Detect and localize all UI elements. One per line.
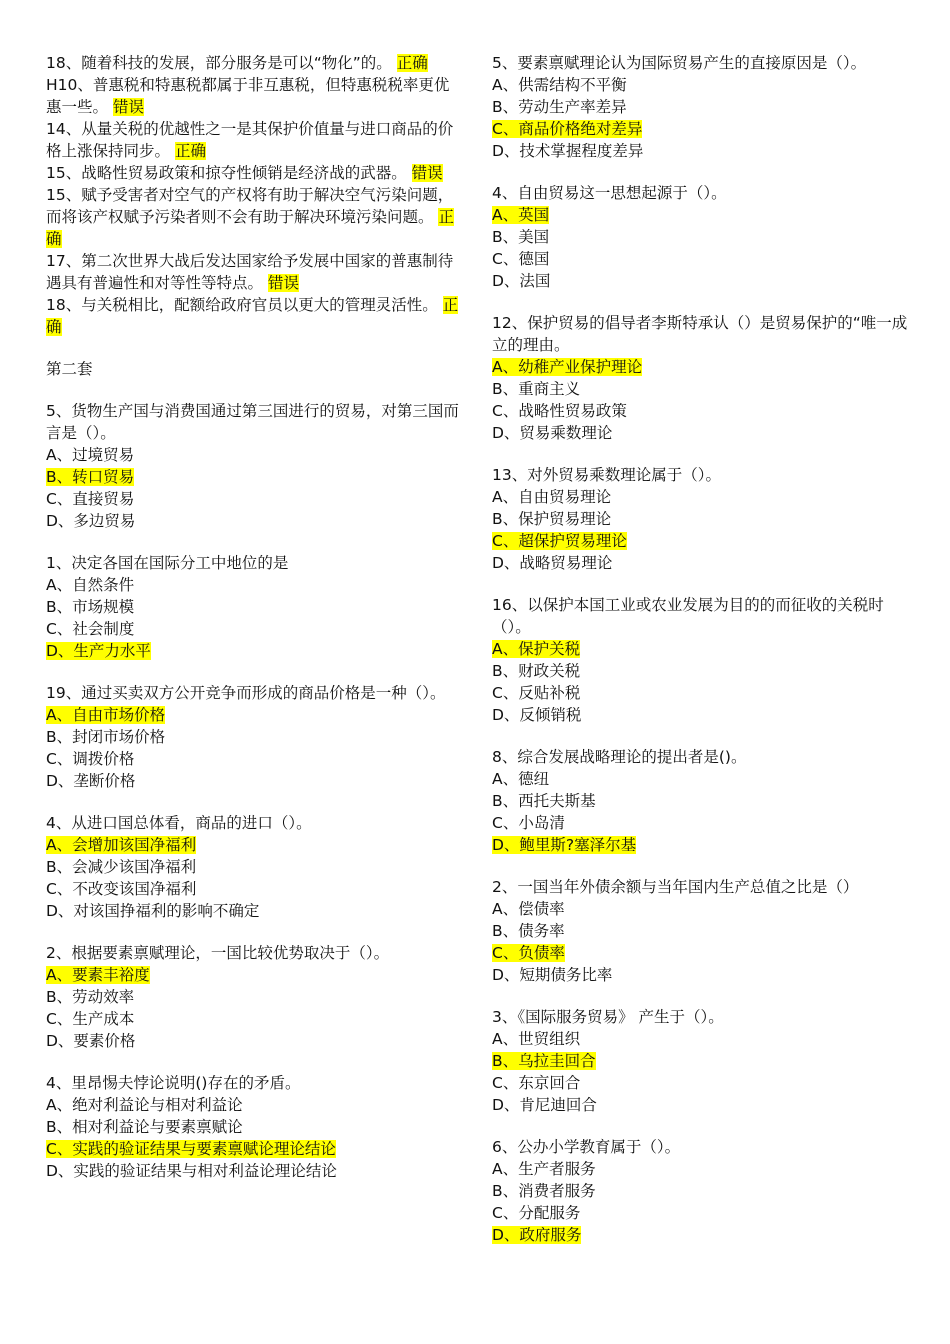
question-block <box>492 312 910 444</box>
option <box>492 140 910 162</box>
spacer <box>492 1116 910 1136</box>
question-block <box>492 464 910 574</box>
option <box>46 1160 464 1182</box>
spacer <box>492 162 910 182</box>
answer-badge: 正确 <box>396 54 428 72</box>
option-text: B、劳动效率 <box>46 988 135 1006</box>
question-text: 19、通过买卖双方公开竞争而形成的商品价格是一种（）。 <box>46 684 446 702</box>
option <box>492 942 910 964</box>
option <box>492 248 910 270</box>
option <box>46 900 464 922</box>
answer-badge: 错误 <box>112 98 144 116</box>
option <box>492 790 910 812</box>
true-false-item <box>46 250 464 294</box>
statement-text: 17、第二次世界大战后发达国家给予发展中国家的普惠制待遇具有普遍性和对等性等特点。 <box>46 252 454 292</box>
spacer <box>46 532 464 552</box>
option <box>492 74 910 96</box>
option-text: B、财政关税 <box>492 662 581 680</box>
option-text: B、债务率 <box>492 922 565 940</box>
option <box>46 770 464 792</box>
question-block <box>492 1006 910 1116</box>
option-text: D、法国 <box>492 272 551 290</box>
option-text: C、调拨价格 <box>46 750 135 768</box>
correct-option: C、负债率 <box>492 944 565 962</box>
option <box>492 812 910 834</box>
option <box>492 1094 910 1116</box>
spacer <box>46 662 464 682</box>
option-text: D、肯尼迪回合 <box>492 1096 597 1114</box>
correct-option: A、英国 <box>492 206 550 224</box>
spacer <box>492 292 910 312</box>
question-block <box>46 400 464 532</box>
option-text: C、东京回合 <box>492 1074 581 1092</box>
spacer <box>492 856 910 876</box>
answer-badge: 正确 <box>46 296 459 336</box>
option-text: D、技术掌握程度差异 <box>492 142 644 160</box>
question-block <box>46 1072 464 1182</box>
option <box>492 964 910 986</box>
option <box>492 1072 910 1094</box>
question-block <box>492 594 910 726</box>
option-text: D、要素价格 <box>46 1032 136 1050</box>
option-text: B、美国 <box>492 228 550 246</box>
spacer <box>46 380 464 400</box>
correct-option: B、转口贸易 <box>46 468 135 486</box>
correct-option: C、商品价格绝对差异 <box>492 120 643 138</box>
option <box>492 660 910 682</box>
spacer <box>492 444 910 464</box>
option <box>492 552 910 574</box>
correct-option: D、鲍里斯?塞泽尔基 <box>492 836 637 854</box>
option <box>492 638 910 660</box>
question-block <box>46 682 464 792</box>
option <box>46 488 464 510</box>
option-text: A、过境贸易 <box>46 446 135 464</box>
question-block <box>492 1136 910 1246</box>
option <box>492 1180 910 1202</box>
option <box>46 618 464 640</box>
true-false-item <box>46 52 464 74</box>
question-text: 2、根据要素禀赋理论，一国比较优势取决于（）。 <box>46 944 390 962</box>
question-block <box>492 746 910 856</box>
spacer <box>492 574 910 594</box>
answer-badge: 正确 <box>174 142 206 160</box>
statement-text: 18、与关税相比，配额给政府官员以更大的管理灵活性。 <box>46 296 443 314</box>
section-title: 第二套 <box>46 360 93 378</box>
spacer <box>46 338 464 358</box>
option <box>492 422 910 444</box>
correct-option: A、幼稚产业保护理论 <box>492 358 643 376</box>
correct-option: B、乌拉圭回合 <box>492 1052 596 1070</box>
question-text: 4、从进口国总体看，商品的进口（）。 <box>46 814 312 832</box>
question-block <box>46 942 464 1052</box>
option-text: D、垄断价格 <box>46 772 136 790</box>
option-text: D、对该国挣福利的影响不确定 <box>46 902 260 920</box>
option-text: A、偿债率 <box>492 900 565 918</box>
option <box>492 1028 910 1050</box>
correct-option: A、自由市场价格 <box>46 706 166 724</box>
option <box>492 270 910 292</box>
answer-badge: 正确 <box>46 208 454 248</box>
option-text: D、战略贸易理论 <box>492 554 613 572</box>
option-text: D、多边贸易 <box>46 512 136 530</box>
option-text: A、世贸组织 <box>492 1030 581 1048</box>
spacer <box>46 922 464 942</box>
option <box>492 508 910 530</box>
option <box>46 964 464 986</box>
option <box>492 1202 910 1224</box>
option <box>492 1224 910 1246</box>
statement-text: 18、随着科技的发展，部分服务是可以“物化”的。 <box>46 54 397 72</box>
question-text: 8、综合发展战略理论的提出者是()。 <box>492 748 747 766</box>
option <box>492 704 910 726</box>
statement-text: 15、赋予受害者对空气的产权将有助于解决空气污染问题，而将该产权赋予污染者则不会有助于解决环境污染问题。 <box>46 186 454 226</box>
option <box>492 768 910 790</box>
option-text: B、封闭市场价格 <box>46 728 166 746</box>
option-text: D、实践的验证结果与相对利益论理论结论 <box>46 1162 337 1180</box>
option-text: C、德国 <box>492 250 550 268</box>
option-text: D、贸易乘数理论 <box>492 424 613 442</box>
option <box>46 986 464 1008</box>
question-text: 4、里昂惕夫悖论说明()存在的矛盾。 <box>46 1074 301 1092</box>
option-text: C、小岛清 <box>492 814 565 832</box>
option-text: B、西托夫斯基 <box>492 792 596 810</box>
correct-option: A、保护关税 <box>492 640 581 658</box>
option-text: A、德纽 <box>492 770 550 788</box>
question-text: 3、《国际服务贸易》 产生于（）。 <box>492 1008 724 1026</box>
option-text: C、分配服务 <box>492 1204 581 1222</box>
spacer <box>46 1052 464 1072</box>
option <box>492 378 910 400</box>
statement-text: H10、普惠税和特惠税都属于非互惠税，但特惠税税率更优惠一些。 <box>46 76 450 116</box>
option-text: C、直接贸易 <box>46 490 135 508</box>
question-block <box>46 552 464 662</box>
option <box>46 596 464 618</box>
option <box>492 1158 910 1180</box>
option-text: B、消费者服务 <box>492 1182 596 1200</box>
question-text: 12、保护贸易的倡导者李斯特承认（）是贸易保护的“唯一成立的理由。 <box>492 314 908 354</box>
option <box>46 1138 464 1160</box>
spacer <box>46 792 464 812</box>
option <box>492 1050 910 1072</box>
option <box>492 400 910 422</box>
option-text: B、重商主义 <box>492 380 581 398</box>
option-text: B、保护贸易理论 <box>492 510 612 528</box>
question-text: 1、决定各国在国际分工中地位的是 <box>46 554 289 572</box>
question-text: 5、要素禀赋理论认为国际贸易产生的直接原因是（）。 <box>492 54 867 72</box>
true-false-item <box>46 118 464 162</box>
option-text: B、相对利益论与要素禀赋论 <box>46 1118 243 1136</box>
option <box>46 834 464 856</box>
question-text: 4、自由贸易这一思想起源于（）。 <box>492 184 727 202</box>
option <box>46 748 464 770</box>
option <box>492 898 910 920</box>
correct-option: D、政府服务 <box>492 1226 582 1244</box>
question-block <box>492 182 910 292</box>
question-text: 16、以保护本国工业或农业发展为目的的而征收的关税时（）。 <box>492 596 884 636</box>
option <box>46 726 464 748</box>
option-text: C、社会制度 <box>46 620 135 638</box>
option <box>46 574 464 596</box>
correct-option: C、超保护贸易理论 <box>492 532 627 550</box>
option <box>46 704 464 726</box>
option <box>492 96 910 118</box>
right-column <box>492 52 910 1246</box>
option <box>46 878 464 900</box>
option <box>46 1116 464 1138</box>
option-text: B、劳动生产率差异 <box>492 98 627 116</box>
correct-option: A、会增加该国净福利 <box>46 836 197 854</box>
option <box>492 834 910 856</box>
correct-option: D、生产力水平 <box>46 642 151 660</box>
option <box>46 1094 464 1116</box>
option <box>46 856 464 878</box>
option <box>492 682 910 704</box>
answer-badge: 错误 <box>267 274 299 292</box>
option <box>46 510 464 532</box>
spacer <box>492 726 910 746</box>
option <box>46 444 464 466</box>
option-text: C、反贴补税 <box>492 684 581 702</box>
true-false-item <box>46 184 464 250</box>
option <box>46 1030 464 1052</box>
question-text: 13、对外贸易乘数理论属于（）。 <box>492 466 721 484</box>
question-text: 5、货物生产国与消费国通过第三国进行的贸易，对第三国而言是（）。 <box>46 402 459 442</box>
option-text: A、供需结构不平衡 <box>492 76 627 94</box>
option <box>492 356 910 378</box>
option-text: A、自然条件 <box>46 576 135 594</box>
option <box>46 466 464 488</box>
option <box>46 640 464 662</box>
correct-option: C、实践的验证结果与要素禀赋论理论结论 <box>46 1140 336 1158</box>
option <box>492 486 910 508</box>
option-text: A、生产者服务 <box>492 1160 596 1178</box>
true-false-item <box>46 162 464 184</box>
option-text: C、生产成本 <box>46 1010 135 1028</box>
statement-text: 14、从量关税的优越性之一是其保护价值量与进口商品的价格上涨保持同步。 <box>46 120 454 160</box>
option-text: B、市场规模 <box>46 598 135 616</box>
true-false-item <box>46 294 464 338</box>
question-block <box>46 812 464 922</box>
statement-text: 15、战略性贸易政策和掠夺性倾销是经济战的武器。 <box>46 164 412 182</box>
option <box>46 1008 464 1030</box>
option <box>492 226 910 248</box>
question-block <box>492 876 910 986</box>
correct-option: A、要素丰裕度 <box>46 966 150 984</box>
question-block <box>492 52 910 162</box>
option-text: D、反倾销税 <box>492 706 582 724</box>
option <box>492 118 910 140</box>
question-text: 2、一国当年外债余额与当年国内生产总值之比是（） <box>492 878 859 896</box>
option-text: A、绝对利益论与相对利益论 <box>46 1096 243 1114</box>
option-text: B、会减少该国净福利 <box>46 858 197 876</box>
option-text: D、短期债务比率 <box>492 966 613 984</box>
option <box>492 530 910 552</box>
option <box>492 920 910 942</box>
left-column <box>46 52 464 1182</box>
spacer <box>492 986 910 1006</box>
option-text: A、自由贸易理论 <box>492 488 612 506</box>
question-text: 6、公办小学教育属于（）。 <box>492 1138 681 1156</box>
option-text: C、战略性贸易政策 <box>492 402 627 420</box>
answer-badge: 错误 <box>411 164 443 182</box>
true-false-item <box>46 74 464 118</box>
option <box>492 204 910 226</box>
option-text: C、不改变该国净福利 <box>46 880 197 898</box>
